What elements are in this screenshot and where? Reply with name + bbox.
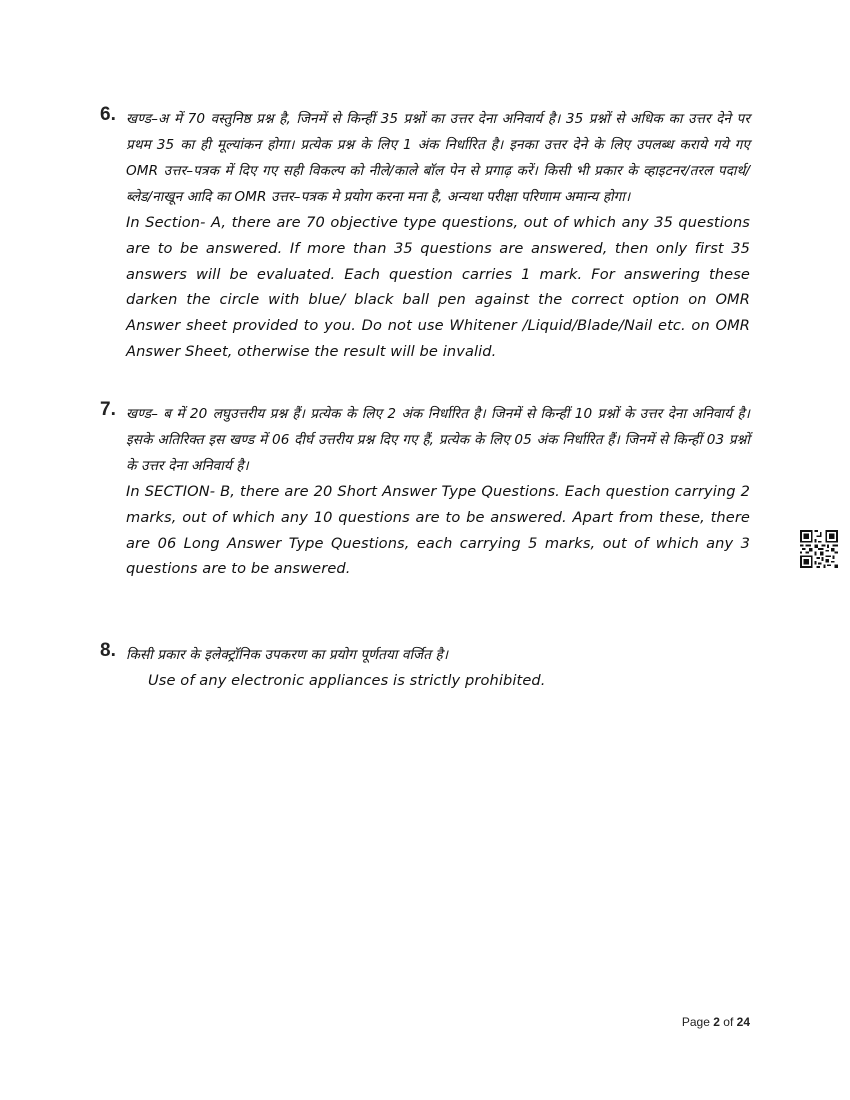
current-page: 2 <box>713 1015 720 1029</box>
english-text: In Section- A, there are 70 objective type questions, out of which any 35 questions are to be answered. If more than 35 questions are answered, then only first 35 answers will be evaluated. Each question carries 1 mark. For answering these darken the circle with blue/ black ball pen against the correct option on OMR Answer sheet provided to you. Do not use Whitener /Liquid/Blade/Nail etc. on OMR Answer Sheet, otherwise the result will be invalid. <box>126 214 750 360</box>
item-number: 7. <box>100 399 116 420</box>
english-text: In SECTION- B, there are 20 Short Answer Type Questions. Each question carrying 2 marks, out of which any 10 questions are to be answered. Apart from these, there are 06 Long Answer Type Questions, each carrying 5 marks, out of which any 3 questions are to be answered. <box>126 483 750 578</box>
hindi-text: किसी प्रकार के इलेक्ट्रॉनिक उपकरण का प्रयोग पूर्णतया वर्जित है। <box>126 647 449 663</box>
hindi-text: खण्ड– ब में 20 लघुउत्तरीय प्रश्न हैं। प्रत्येक के लिए 2 अंक निर्धारित है। जिनमें से किन्हीं 10 प्रश्नों के उत्तर देना अनिवार्य है। इसके अतिरिक्त इस खण्ड में 06 दीर्घ उत्तरीय प्रश्न दिए गए हैं, प्रत्येक के लिए 05 अंक निर्धारित हैं। जिनमें से किन्हीं 03 प्रश्नों के उत्तर देना अनिवार्य है। <box>126 406 750 474</box>
english-text: Use of any electronic appliances is strictly prohibited. <box>148 672 546 689</box>
item-number: 6. <box>100 104 116 125</box>
item-body <box>126 401 750 582</box>
page-number <box>620 1015 750 1029</box>
item-body <box>126 106 750 365</box>
item-body <box>126 642 750 694</box>
qr-code-icon <box>800 530 838 568</box>
hindi-text: खण्ड–अ में 70 वस्तुनिष्ठ प्रश्न है, जिनमें से किन्हीं 35 प्रश्नों का उत्तर देना अनिवार्य है। 35 प्रश्नों से अधिक का उत्तर देने पर प्रथम 35 का ही मूल्यांकन होगा। प्रत्येक प्रश्न के लिए 1 अंक निर्धारित है। इनका उत्तर देने के लिए उपलब्ध कराये गये गए OMR उत्तर–पत्रक में दिए गए सही विकल्प को नीले/काले बॉल पेन से प्रगाढ़ करें। किसी भी प्रकार के व्हाइटनर/तरल पदार्थ/ब्लेड/नाखून आदि का OMR उत्तर–पत्रक मे प्रयोग करना मना है, अन्यथा परीक्षा परिणाम अमान्य होगा। <box>126 111 750 205</box>
total-pages: 24 <box>736 1015 750 1029</box>
item-number: 8. <box>100 640 116 661</box>
page-label: Page <box>681 1015 710 1029</box>
of-label: of <box>723 1015 734 1029</box>
